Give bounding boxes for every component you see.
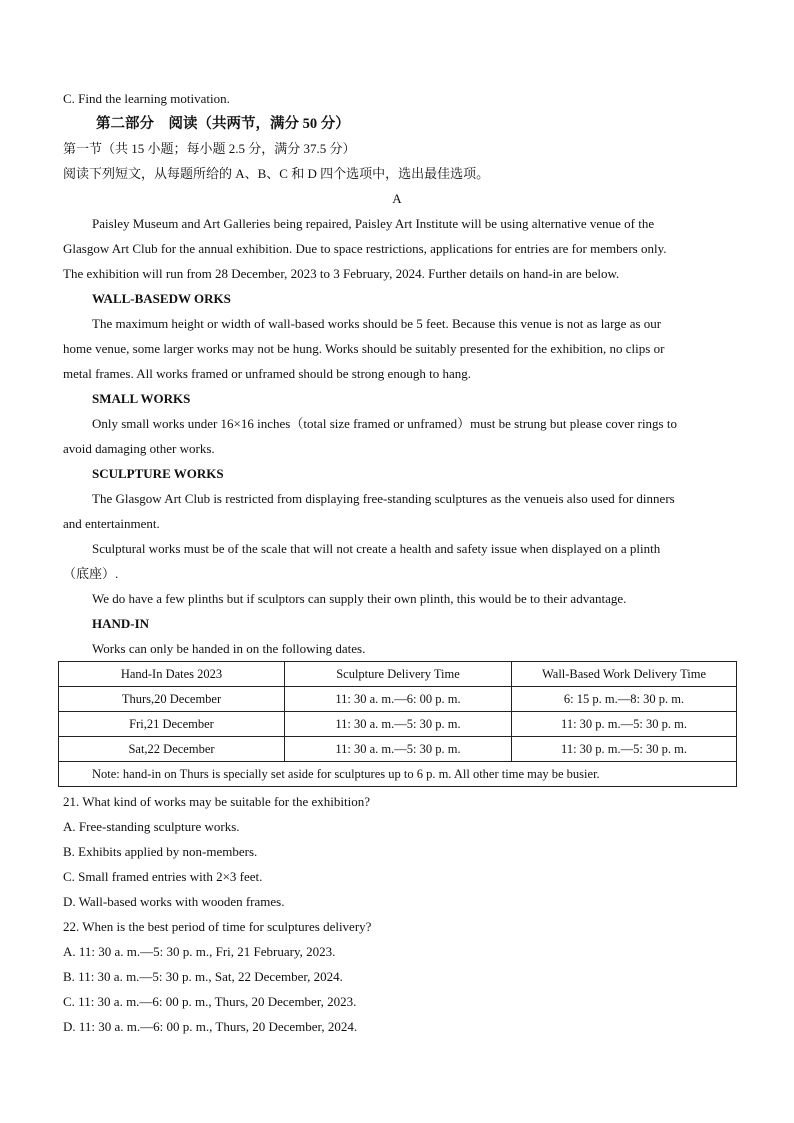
sculpture-heading: SCULPTURE WORKS (92, 466, 224, 481)
table-cell: 11: 30 a. m.—5: 30 p. m. (285, 737, 512, 762)
table-header-cell: Sculpture Delivery Time (285, 662, 512, 687)
table-cell: Sat,22 December (59, 737, 285, 762)
table-header-cell: Wall-Based Work Delivery Time (512, 662, 737, 687)
handin-heading: HAND-IN (92, 616, 150, 631)
q21-option-b: B. Exhibits applied by non-members. (63, 844, 258, 859)
intro-line-2: Glasgow Art Club for the annual exhibition. Due to space restrictions, applications for entries are for members only. (63, 241, 667, 256)
small-line-2: avoid damaging other works. (63, 441, 215, 456)
q22-option-c: C. 11: 30 a. m.—6: 00 p. m., Thurs, 20 December, 2023. (63, 994, 357, 1009)
sculpture-p2-line-2: （底座）. (63, 566, 119, 581)
handin-table (58, 661, 737, 787)
wall-line-3: metal frames. All works framed or unframed should be strong enough to hang. (63, 366, 471, 381)
sculpture-p3: We do have a few plinths but if sculptors can supply their own plinth, this would be to their advantage. (92, 591, 627, 606)
passage-label: A (392, 191, 402, 206)
previous-option-c: C. Find the learning motivation. (63, 91, 230, 106)
table-cell: 6: 15 p. m.—8: 30 p. m. (512, 687, 737, 712)
table-note-row (59, 762, 737, 787)
table-row (59, 737, 737, 762)
table-cell: 11: 30 p. m.—5: 30 p. m. (512, 712, 737, 737)
q21-option-d: D. Wall-based works with wooden frames. (63, 894, 285, 909)
section-line: 第一节（共 15 小题；每小题 2.5 分，满分 37.5 分） (63, 141, 356, 156)
sculpture-p1-line-2: and entertainment. (63, 516, 160, 531)
wall-line-1: The maximum height or width of wall-based works should be 5 feet. Because this venue is not as large as our (92, 316, 662, 331)
instruction: 阅读下列短文，从每题所给的 A、B、C 和 D 四个选项中，选出最佳选项。 (63, 166, 490, 181)
table-cell: 11: 30 p. m.—5: 30 p. m. (512, 737, 737, 762)
q21-option-c: C. Small framed entries with 2×3 feet. (63, 869, 263, 884)
question-21: 21. What kind of works may be suitable for the exhibition? (63, 794, 370, 809)
wall-heading: WALL-BASEDW ORKS (92, 291, 231, 306)
table-cell: Fri,21 December (59, 712, 285, 737)
question-22: 22. When is the best period of time for sculptures delivery? (63, 919, 372, 934)
small-heading: SMALL WORKS (92, 391, 191, 406)
sculpture-p1-line-1: The Glasgow Art Club is restricted from displaying free-standing sculptures as the venueis also used for dinners (92, 491, 675, 506)
table-row (59, 712, 737, 737)
q22-option-d: D. 11: 30 a. m.—6: 00 p. m., Thurs, 20 December, 2024. (63, 1019, 358, 1034)
intro-line-3: The exhibition will run from 28 December, 2023 to 3 February, 2024. Further details on hand-in are below. (63, 266, 620, 281)
table-header-cell: Hand-In Dates 2023 (59, 662, 285, 687)
table-row (59, 687, 737, 712)
handin-text: Works can only be handed in on the following dates. (92, 641, 366, 656)
q22-option-a: A. 11: 30 a. m.—5: 30 p. m., Fri, 21 February, 2023. (63, 944, 336, 959)
table-note: Note: hand-in on Thurs is specially set aside for sculptures up to 6 p. m. All other time may be busier. (59, 762, 737, 787)
q21-option-a: A. Free-standing sculpture works. (63, 819, 240, 834)
part-title: 第二部分 阅读（共两节，满分 50 分） (96, 116, 350, 132)
table-cell: 11: 30 a. m.—5: 30 p. m. (285, 712, 512, 737)
wall-line-2: home venue, some larger works may not be hung. Works should be suitably presented for the exhibition, no clips or (63, 341, 665, 356)
table-cell: Thurs,20 December (59, 687, 285, 712)
sculpture-p2-line-1: Sculptural works must be of the scale that will not create a health and safety issue when displayed on a plinth (92, 541, 661, 556)
q22-option-b: B. 11: 30 a. m.—5: 30 p. m., Sat, 22 December, 2024. (63, 969, 343, 984)
intro-line-1: Paisley Museum and Art Galleries being repaired, Paisley Art Institute will be using alternative venue of the (92, 216, 655, 231)
small-line-1: Only small works under 16×16 inches（total size framed or unframed）must be strung but please cover rings to (92, 416, 677, 431)
table-cell: 11: 30 a. m.—6: 00 p. m. (285, 687, 512, 712)
table-header-row (59, 662, 737, 687)
